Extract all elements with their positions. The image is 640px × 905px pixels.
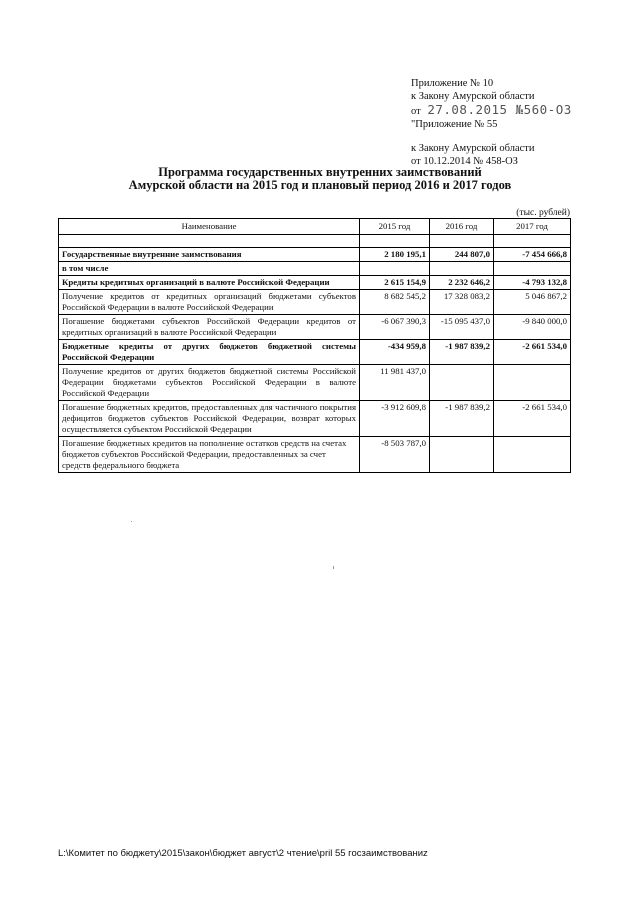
table-row xyxy=(59,290,571,315)
header-block xyxy=(411,77,572,168)
row-name: Погашение бюджетами субъектов Российской Федерации кредитов от кредитных организаций в валюте Российской Федерации xyxy=(59,315,360,340)
from-prefix: от xyxy=(411,106,421,117)
cell-2017 xyxy=(494,437,571,473)
cell-2015: 11 981 437,0 xyxy=(360,365,430,401)
cell-2016 xyxy=(430,365,494,401)
row-name: Бюджетные кредиты от других бюджетов бюджетной системы Российской Федерации xyxy=(59,340,360,365)
header-2015: 2015 год xyxy=(360,219,430,235)
title-line-2: Амурской области на 2015 год и плановый период 2016 и 2017 годов xyxy=(128,178,512,192)
table-row xyxy=(59,315,571,340)
cell-2015: -434 959,8 xyxy=(360,340,430,365)
row-name: Погашение бюджетных кредитов на пополнение остатков средств на счетах бюджетов субъектов Российской Федерации, предоставленных за счет средств федерального бюджета xyxy=(59,437,360,473)
table-row xyxy=(59,340,571,365)
header-2017: 2017 год xyxy=(494,219,571,235)
appendix-55-line: "Приложение № 55 xyxy=(411,119,498,130)
cell-2016 xyxy=(430,437,494,473)
cell-2015: -8 503 787,0 xyxy=(360,437,430,473)
cell-2015: 8 682 545,2 xyxy=(360,290,430,315)
cell-2015 xyxy=(360,262,430,276)
cell-2017 xyxy=(494,365,571,401)
table-spacer-row xyxy=(59,235,571,248)
cell-2016: 244 807,0 xyxy=(430,248,494,262)
scan-speck xyxy=(333,566,334,569)
table-header-row xyxy=(59,219,571,235)
to-law-line-1: к Закону Амурской области xyxy=(411,91,535,102)
cell-2017: -2 661 534,0 xyxy=(494,401,571,437)
cell-2017: -4 793 132,8 xyxy=(494,276,571,290)
row-name: Погашение бюджетных кредитов, предоставленных для частичного покрытия дефицитов бюджетов субъектов Российской Федерации, возврат которых осуществляется субъектом Российской Федерации xyxy=(59,401,360,437)
row-name: в том числе xyxy=(59,262,360,276)
row-name: Кредиты кредитных организаций в валюте Российской Федерации xyxy=(59,276,360,290)
borrowing-program-table xyxy=(58,218,571,473)
table-row xyxy=(59,365,571,401)
header-name: Наименование xyxy=(59,219,360,235)
file-path-footer: L:\Комитет по бюджету\2015\закон\бюджет август\2 чтение\pril 55 госзаимствованиz xyxy=(58,848,428,859)
cell-2016: 17 328 083,2 xyxy=(430,290,494,315)
cell-2016 xyxy=(430,262,494,276)
cell-2015: 2 615 154,9 xyxy=(360,276,430,290)
scan-speck xyxy=(131,521,132,522)
row-name: Получение кредитов от кредитных организаций бюджетами субъектов Российской Федерации в валюте Российской Федерации xyxy=(59,290,360,315)
cell-2017 xyxy=(494,262,571,276)
table-row xyxy=(59,262,571,276)
row-name: Государственные внутренние заимствования xyxy=(59,248,360,262)
cell-2016: -1 987 839,2 xyxy=(430,401,494,437)
page-title xyxy=(0,166,640,192)
cell-2017: -7 454 666,8 xyxy=(494,248,571,262)
cell-2017: 5 046 867,2 xyxy=(494,290,571,315)
appendix-10-line: Приложение № 10 xyxy=(411,78,494,89)
table-row xyxy=(59,248,571,262)
cell-2016: 2 232 646,2 xyxy=(430,276,494,290)
date-number-stamp: 27.08.2015 №560-ОЗ xyxy=(427,102,572,117)
cell-2016: -1 987 839,2 xyxy=(430,340,494,365)
table-row xyxy=(59,401,571,437)
header-2016: 2016 год xyxy=(430,219,494,235)
units-label: (тыс. рублей) xyxy=(516,208,570,218)
table-row xyxy=(59,437,571,473)
cell-2017: -2 661 534,0 xyxy=(494,340,571,365)
cell-2015: -3 912 609,8 xyxy=(360,401,430,437)
to-law-line-2: к Закону Амурской области xyxy=(411,143,535,154)
cell-2017: -9 840 000,0 xyxy=(494,315,571,340)
original-law-line: от 10.12.2014 № 458-ОЗ xyxy=(411,156,518,167)
title-line-1: Программа государственных внутренних заимствований xyxy=(158,165,482,179)
cell-2015: 2 180 195,1 xyxy=(360,248,430,262)
table-row xyxy=(59,276,571,290)
amending-law-line xyxy=(411,103,572,118)
cell-2015: -6 067 390,3 xyxy=(360,315,430,340)
row-name: Получение кредитов от других бюджетов бюджетной системы Российской Федерации бюджетами субъектов Российской Федерации в валюте Российской Федерации xyxy=(59,365,360,401)
cell-2016: -15 095 437,0 xyxy=(430,315,494,340)
